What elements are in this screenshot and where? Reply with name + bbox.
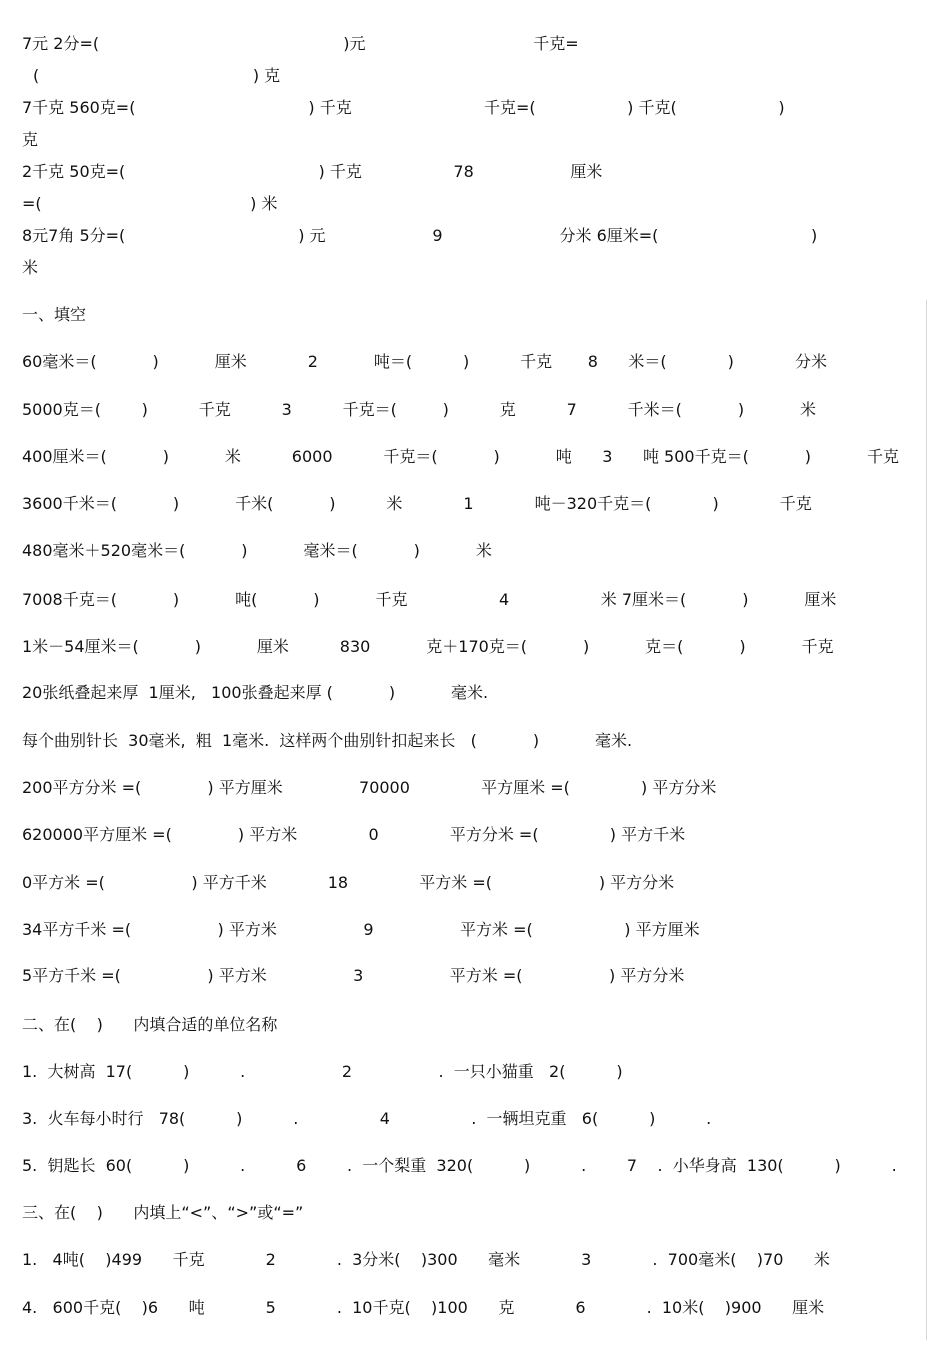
exercise-line: 3600千米＝( ) 千米( ) 米 1 吨－320千克＝( ) 千克 (22, 494, 812, 513)
exercise-line: 480毫米＋520毫米＝( ) 毫米＝( ) 米 (22, 541, 492, 560)
top-line-2: ( ) 克 (33, 66, 281, 85)
exercise-line: 4. 600千克( )6 吨 5 . 10千克( )100 克 6 . 10米( )900 厘米 (22, 1298, 825, 1317)
exercise-line: 400厘米＝( ) 米 6000 千克＝( ) 吨 3 吨 500千克＝( ) 千克 (22, 447, 899, 466)
top-line-7: 8元7角 5分=( ) 元 9 分米 6厘米=( ) (22, 226, 818, 245)
top-line-3: 7千克 560克=( ) 千克 千克=( ) 千克( ) (22, 98, 785, 117)
exercise-line: 20张纸叠起来厚 1厘米, 100张叠起来厚 ( ) 毫米. (22, 683, 489, 702)
exercise-line: 1米－54厘米＝( ) 厘米 830 克＋170克＝( ) 克＝( ) 千克 (22, 637, 834, 656)
section2-heading: 二、在( ) 内填合适的单位名称 (22, 1015, 278, 1034)
top-line-6: =( ) 米 (22, 194, 278, 213)
top-line-4: 克 (22, 130, 39, 149)
exercise-line: 34平方千米 =( ) 平方米 9 平方米 =( ) 平方厘米 (22, 920, 700, 939)
top-line-8: 米 (22, 258, 39, 277)
section1-heading: 一、填空 (22, 305, 87, 324)
exercise-line: 60毫米＝( ) 厘米 2 吨＝( ) 千克 8 米＝( ) 分米 (22, 352, 827, 371)
section3-heading: 三、在( ) 内填上“<”、“>”或“=” (22, 1203, 304, 1222)
exercise-line: 5平方千米 =( ) 平方米 3 平方米 =( ) 平方分米 (22, 966, 685, 985)
top-line-1: 7元 2分=( )元 千克= (22, 34, 579, 53)
exercise-line: 620000平方厘米 =( ) 平方米 0 平方分米 =( ) 平方千米 (22, 825, 686, 844)
exercise-line: 1. 大树高 17( ) . 2 . 一只小猫重 2( ) (22, 1062, 623, 1081)
exercise-line: 0平方米 =( ) 平方千米 18 平方米 =( ) 平方分米 (22, 873, 675, 892)
exercise-line: 7008千克＝( ) 吨( ) 千克 4 米 7厘米＝( ) 厘米 (22, 590, 837, 609)
exercise-line: 5. 钥匙长 60( ) . 6 . 一个梨重 320( ) . 7 . 小华身高 130( ) . (22, 1156, 897, 1175)
exercise-line: 每个曲别针长 30毫米, 粗 1毫米. 这样两个曲别针扣起来长 ( ) 毫米. (22, 731, 633, 750)
exercise-line: 3. 火车每小时行 78( ) . 4 . 一辆坦克重 6( ) . (22, 1109, 712, 1128)
exercise-line: 5000克＝( ) 千克 3 千克＝( ) 克 7 千米＝( ) 米 (22, 400, 817, 419)
right-margin-line (926, 300, 927, 1340)
top-line-5: 2千克 50克=( ) 千克 78 厘米 (22, 162, 603, 181)
exercise-line: 1. 4吨( )499 千克 2 . 3分米( )300 毫米 3 . 700毫米( )70 米 (22, 1250, 830, 1269)
exercise-line: 200平方分米 =( ) 平方厘米 70000 平方厘米 =( ) 平方分米 (22, 778, 717, 797)
